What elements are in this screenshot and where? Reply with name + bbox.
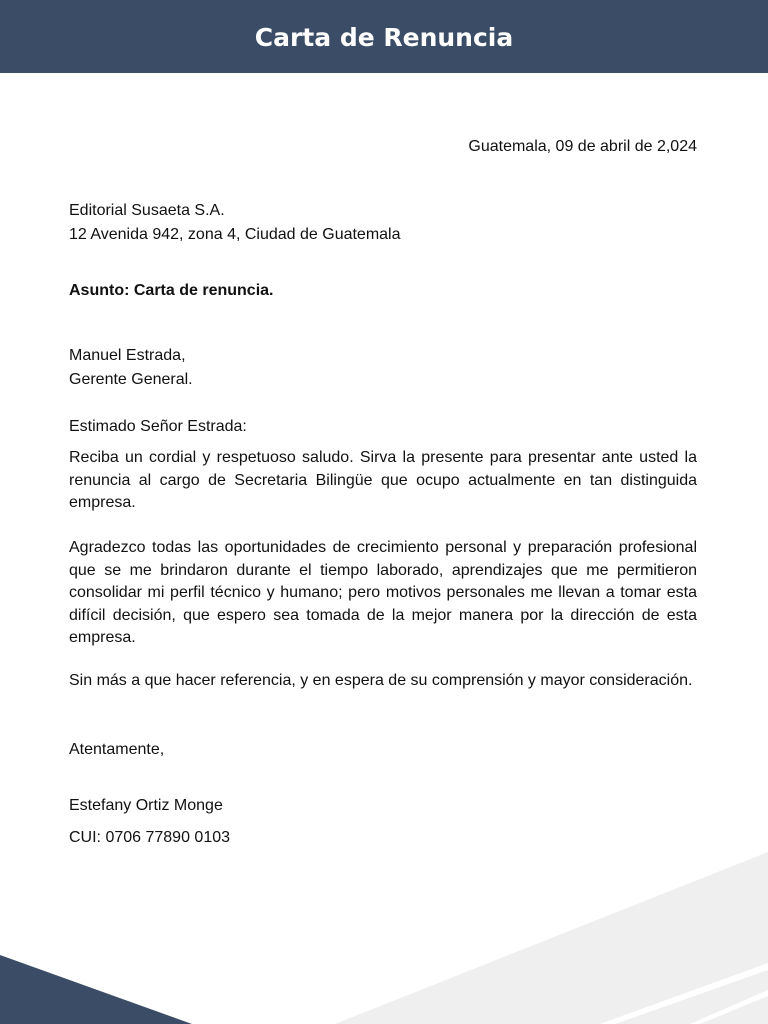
signer-name: Estefany Ortiz Monge: [69, 797, 223, 814]
addressee-title: Gerente General.: [69, 371, 193, 388]
subject-line: Asunto: Carta de renuncia.: [69, 282, 274, 299]
recipient-company: Editorial Susaeta S.A.: [69, 202, 225, 219]
signer-id: CUI: 0706 77890 0103: [69, 829, 231, 846]
body-paragraph-1: Reciba un cordial y respetuoso saludo. Sirva la presente para presentar ante usted la renuncia al cargo de Secretaria Bilingüe que ocupo actualmente en tan distinguida empresa.: [69, 449, 697, 511]
closing: Atentamente,: [69, 741, 165, 758]
body-paragraph-2: Agradezco todas las oportunidades de crecimiento personal y preparación profesional que se me brindaron durante el tiempo laborado, aprendizajes que me permitieron consolidar mi perfil técnico y humano; pero motivos personales me llevan a tomar esta difícil decisión, que espero sea tomada de la mejor manera por la dirección de esta empresa.: [69, 539, 697, 646]
navy-corner-shape: [0, 955, 192, 1024]
gray-swoosh-shape: [335, 852, 768, 1024]
body-paragraph-3: Sin más a que hacer referencia, y en espera de su comprensión y mayor consideración.: [69, 672, 693, 689]
document-title: Carta de Renuncia: [254, 23, 514, 52]
white-stripe-1: [600, 963, 768, 1024]
recipient-address: 12 Avenida 942, zona 4, Ciudad de Guatemala: [69, 226, 401, 243]
white-stripe-2: [690, 990, 768, 1024]
addressee-name: Manuel Estrada,: [69, 347, 186, 364]
place-date: Guatemala, 09 de abril de 2,024: [468, 138, 697, 155]
salutation: Estimado Señor Estrada:: [69, 418, 247, 435]
